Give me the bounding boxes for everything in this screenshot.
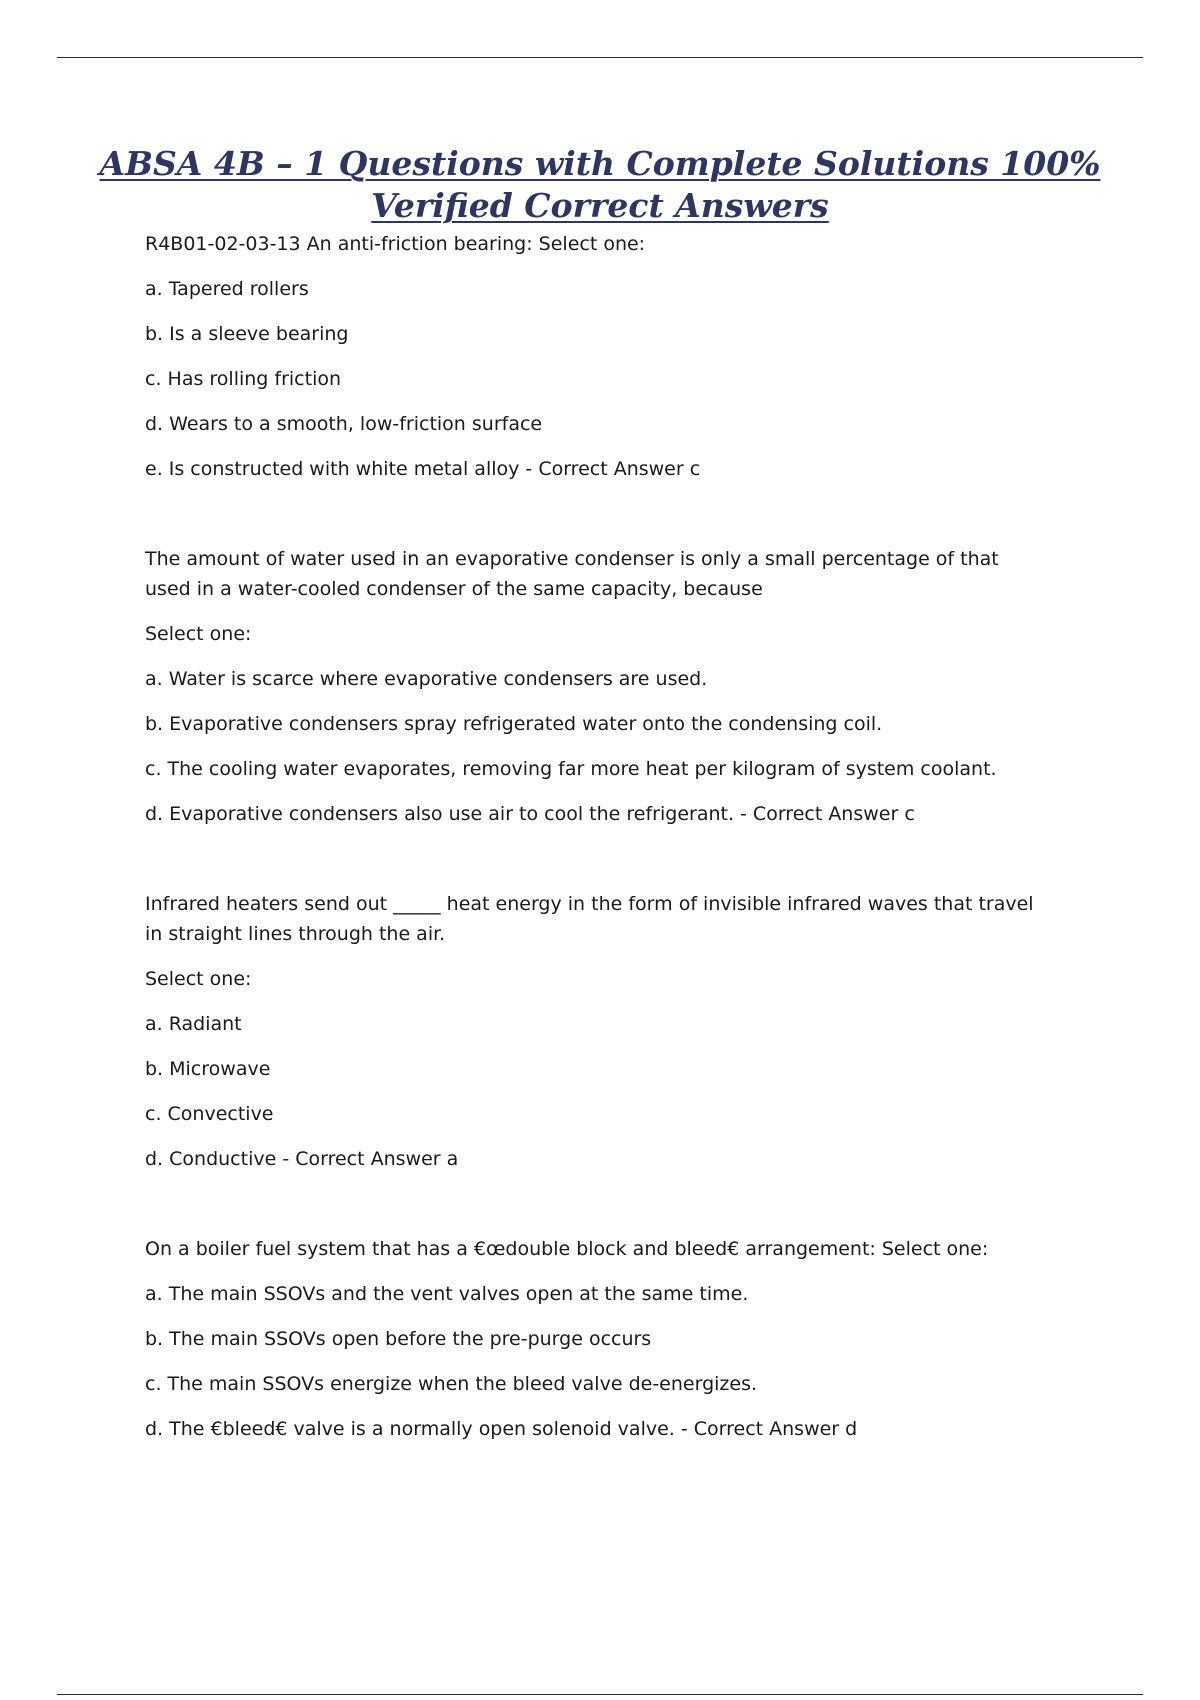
header-rule [57, 57, 1143, 58]
question-text: R4B01-02-03-13 An anti-friction bearing: Select one: [145, 233, 646, 255]
answer-option: c. The cooling water evaporates, removing far more heat per kilogram of system coolant. [145, 758, 997, 780]
answer-option: c. Has rolling friction [145, 368, 342, 390]
document-title [0, 143, 1200, 227]
answer-option: b. The main SSOVs open before the pre-purge occurs [145, 1328, 652, 1350]
footer-rule [57, 1694, 1143, 1695]
answer-option: d. Wears to a smooth, low-friction surface [145, 413, 543, 435]
select-prompt: Select one: [145, 968, 252, 990]
answer-option: b. Evaporative condensers spray refrigerated water onto the condensing coil. [145, 713, 883, 735]
answer-option: a. Water is scarce where evaporative condensers are used. [145, 668, 708, 690]
answer-option-with-correct-answer: e. Is constructed with white metal alloy - Correct Answer c [145, 458, 701, 480]
question-text: The amount of water used in an evaporative condenser is only a small percentage of that used in a water-cooled condenser of the same capacity, because [145, 548, 999, 600]
answer-option: b. Microwave [145, 1058, 271, 1080]
answer-option: a. The main SSOVs and the vent valves open at the same time. [145, 1283, 749, 1305]
question-block [145, 229, 1045, 484]
answer-option-with-correct-answer: d. Evaporative condensers also use air to cool the refrigerant. - Correct Answer c [145, 803, 915, 825]
answer-option: b. Is a sleeve bearing [145, 323, 349, 345]
answer-option: a. Tapered rollers [145, 278, 309, 300]
question-text: On a boiler fuel system that has a €œdouble block and bleed€ arrangement: Select one: [145, 1238, 989, 1260]
title-line-2: Verified Correct Answers [371, 186, 829, 225]
answer-option: a. Radiant [145, 1013, 242, 1035]
answer-option-with-correct-answer: d. The €bleed€ valve is a normally open solenoid valve. - Correct Answer d [145, 1418, 858, 1440]
answer-option: c. The main SSOVs energize when the bleed valve de-energizes. [145, 1373, 758, 1395]
select-prompt: Select one: [145, 623, 252, 645]
question-block [145, 544, 1045, 829]
question-block [145, 1234, 1045, 1444]
title-line-1: ABSA 4B – 1 Questions with Complete Solutions 100% [99, 144, 1101, 183]
question-block [145, 889, 1045, 1174]
answer-option: c. Convective [145, 1103, 274, 1125]
question-list [145, 229, 1045, 1444]
question-text: Infrared heaters send out _____ heat energy in the form of invisible infrared waves that travel in straight lines through the air. [145, 893, 1034, 945]
answer-option-with-correct-answer: d. Conductive - Correct Answer a [145, 1148, 459, 1170]
